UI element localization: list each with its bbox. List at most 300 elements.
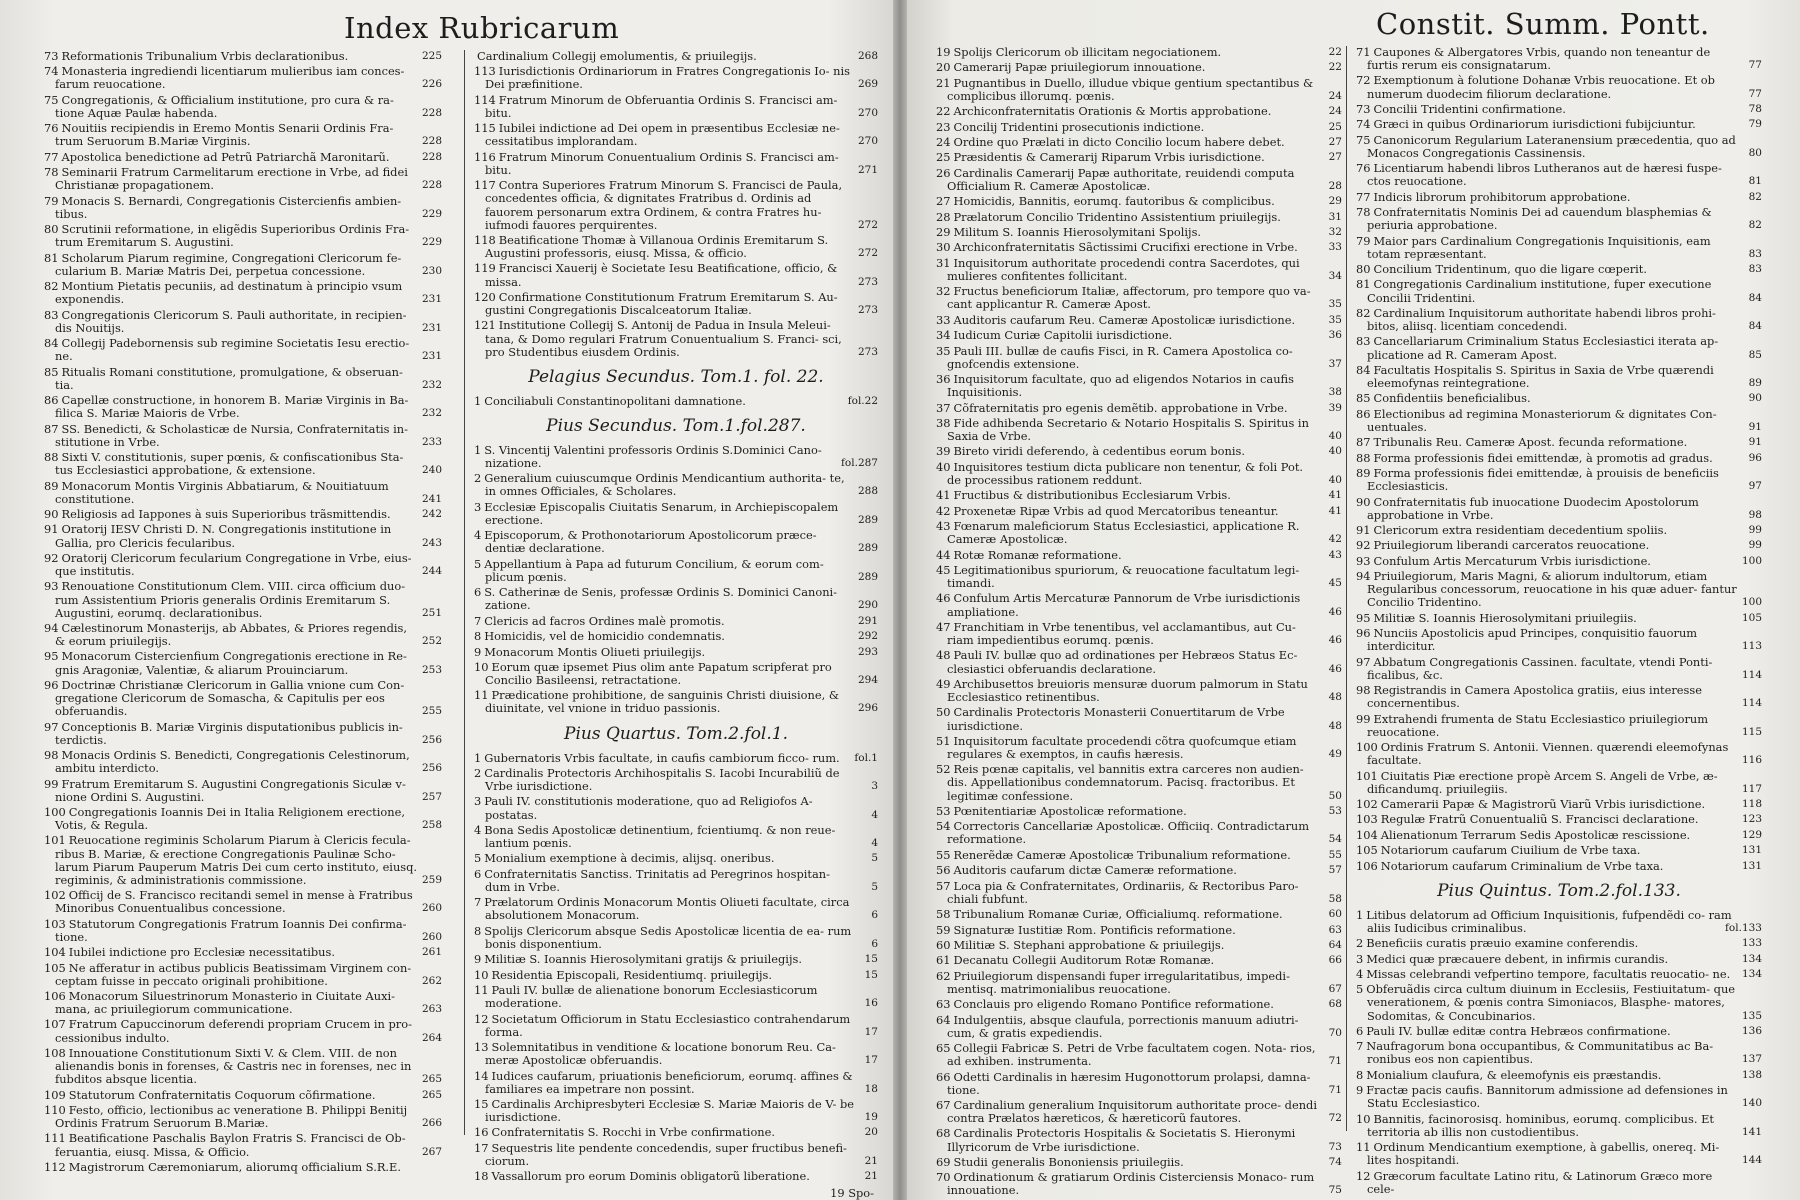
folio-number: 16: [864, 997, 878, 1010]
index-entry: [474, 1126, 878, 1139]
folio-number: 115: [1741, 725, 1762, 738]
entry-text: Missas celebrandi vefpertino tempore, facultatis reuocatio- ne.: [1366, 967, 1731, 981]
entry-text: Cælestinorum Monasterijs, ab Abbates, & Priores regendis, & eorum priuilegijs.: [55, 620, 407, 649]
entry-text: Ordinationum & gratiarum Ordinis Cisterciensis Monaco- rum innouatione.: [947, 1170, 1315, 1198]
index-entry: [936, 345, 1342, 371]
index-entry: [1356, 335, 1762, 361]
entry-text: Societatum Officiorum in Statu Ecclesiastico contrahendarum forma.: [485, 1011, 851, 1039]
folio-number: 82: [1748, 190, 1762, 203]
index-entry: [474, 179, 878, 231]
entry-number: 78: [44, 165, 59, 180]
index-entry: [474, 984, 878, 1010]
entry-number: 3: [474, 794, 482, 809]
entry-number: 103: [1356, 812, 1378, 827]
entry-number: 11: [474, 983, 489, 998]
folio-number: 27: [1328, 151, 1342, 164]
folio-number: 45: [1328, 577, 1342, 590]
entry-text: Canonicorum Regularium Lateranensium præcedentia, quo ad Monacos Congregationis Cassinensis.: [1367, 132, 1736, 160]
entry-text: SS. Benedicti, & Scholasticæ de Nursia, Confraternitatis in- stitutione in Vrbe.: [55, 421, 408, 449]
entry-number: 74: [44, 64, 59, 79]
folio-number: 293: [857, 645, 878, 658]
entry-text: Ciuitatis Piæ erectione propè Arcem S. Angeli de Vrbe, æ- dificandumq. priuilegiis.: [1367, 768, 1718, 796]
folio-number: 70: [1328, 1026, 1342, 1039]
index-entry: [1356, 909, 1762, 935]
index-entry: [1356, 570, 1762, 609]
entry-number: 93: [1356, 553, 1371, 568]
entry-number: 65: [936, 1041, 951, 1056]
entry-number: 9: [1356, 1083, 1364, 1098]
folio-number: 4: [871, 837, 878, 850]
index-entry: [474, 1070, 878, 1096]
entry-text: Capellæ constructione, in honorem B. Mariæ Virginis in Ba- filica S. Mariæ Maioris de Vrbe.: [55, 393, 409, 421]
index-entry: [44, 622, 442, 648]
index-entry: [936, 1171, 1342, 1197]
folio-number: 99: [1748, 524, 1762, 537]
entry-number: 107: [44, 1017, 66, 1032]
entry-number: 96: [44, 677, 59, 692]
entry-number: 80: [1356, 262, 1371, 277]
right-column-1: [936, 46, 1342, 1200]
entry-number: 95: [1356, 610, 1371, 625]
folio-number: 138: [1741, 1068, 1762, 1081]
entry-text: Auditoris caufarum dictæ Cameræ reformatione.: [953, 863, 1237, 878]
index-entry: [474, 824, 878, 850]
entry-number: 73: [44, 49, 59, 63]
entry-text: Correctoris Cancellariæ Apostolicæ. Officiiq. Contradictarum reformatione.: [947, 819, 1310, 847]
entry-text: Decanatu Collegii Auditorum Rotæ Romanæ.: [953, 953, 1215, 968]
entry-number: 101: [44, 833, 66, 848]
entry-number: 29: [936, 225, 951, 240]
entry-number: 88: [44, 450, 59, 465]
entry-text: Apostolica benedictione ad Petrũ Patriarchã Maronitarũ.: [61, 149, 390, 164]
entry-text: Clericorum extra residentiam decedentium spoliis.: [1373, 523, 1668, 538]
entry-number: 101: [1356, 768, 1378, 783]
entry-number: 13: [474, 1040, 489, 1055]
index-entry: [936, 970, 1342, 996]
index-entry: [1356, 983, 1762, 1022]
entry-text: Solemnitatibus in venditione & locatione bonorum Reu. Ca- meræ Apostolicæ obferuandis.: [485, 1040, 836, 1068]
index-entry: [474, 1013, 878, 1039]
index-entry: [474, 752, 878, 765]
entry-text: Montium Pietatis pecuniis, ad destinatum à principio vsum exponendis.: [55, 279, 403, 307]
folio-number: 228: [421, 150, 442, 163]
entry-number: 40: [936, 459, 951, 474]
entry-number: 94: [44, 620, 59, 635]
entry-text: Prælatorum Ordinis Monacorum Montis Oliueti facultate, circa absolutionem Monacorum.: [484, 895, 850, 923]
entry-number: 76: [1356, 161, 1371, 176]
entry-text: Seminarii Fratrum Carmelitarum erectione in Vrbe, ad fidei Christianæ propagationem.: [55, 165, 408, 193]
entry-text: Magistrorum Cæremoniarum, aliorumq officialium S.R.E.: [68, 1159, 401, 1174]
index-entry: [44, 946, 442, 959]
folio-number: 20: [864, 1126, 878, 1139]
folio-number: 85: [1748, 348, 1762, 361]
index-entry: [474, 94, 878, 120]
index-entry: [936, 241, 1342, 254]
folio-number: 96: [1748, 451, 1762, 464]
right-column-2: [1356, 46, 1762, 1200]
entry-text: Conciliabuli Constantinopolitani damnatione.: [484, 393, 746, 408]
index-entry: [44, 778, 442, 804]
entry-number: 106: [1356, 858, 1378, 873]
index-entry: [44, 366, 442, 392]
entry-number: 99: [1356, 711, 1371, 726]
folio-number: 270: [857, 106, 878, 119]
entry-number: 21: [936, 75, 951, 90]
folio-number: 36: [1328, 329, 1342, 342]
entry-text: Camerarii Papæ & Magistrorũ Viarũ Vrbis iurisdictione.: [1380, 797, 1706, 812]
entry-text: Cardinalium Inquisitorum authoritate habendi libros prohi- bitos, aliisq. licentiam concedendi.: [1367, 305, 1716, 334]
index-entry: [936, 621, 1342, 647]
entry-number: 44: [936, 547, 951, 562]
index-entry: [936, 954, 1342, 967]
folio-number: 5: [871, 852, 878, 865]
folio-number: 75: [1328, 1184, 1342, 1197]
entry-text: Statutorum Confraternitatis Coquorum cõfirmatione.: [68, 1087, 376, 1102]
entry-text: Nunciis Apostolicis apud Principes, conquisitio fauorum interdicitur.: [1367, 626, 1698, 654]
entry-number: 7: [474, 613, 482, 628]
entry-number: 5: [474, 851, 482, 866]
entry-text: Collegij Padebornensis sub regimine Societatis Iesu erectio- ne.: [55, 336, 410, 364]
entry-text: Pœnitentiariæ Apostolicæ reformatione.: [953, 803, 1187, 818]
folio-number: 258: [421, 819, 442, 832]
folio-number: fol.22: [847, 394, 878, 407]
index-entry: [474, 262, 878, 288]
folio-number: 256: [421, 733, 442, 746]
entry-text: Registrandis in Camera Apostolica gratiis, eius interesse concernentibus.: [1367, 683, 1702, 711]
entry-text: Archibusettos breuioris mensuræ duorum palmorum in Statu Ecclesiastico retinentibus.: [947, 676, 1308, 705]
entry-number: 56: [936, 863, 951, 878]
entry-text: Ordinis Fratrum S. Antonii. Viennen. quærendi eleemofynas facultate.: [1367, 740, 1729, 768]
entry-number: 89: [44, 478, 59, 493]
index-entry: [474, 151, 878, 177]
index-entry: [936, 445, 1342, 458]
entry-number: 72: [1356, 73, 1371, 88]
folio-number: 31: [1328, 210, 1342, 223]
index-entry: [1356, 74, 1762, 100]
index-entry: [474, 586, 878, 612]
folio-number: 24: [1328, 89, 1342, 102]
index-entry: [936, 849, 1342, 862]
entry-text: Monacis S. Bernardi, Congregationis Cistercienfis ambien- tibus.: [55, 193, 402, 221]
index-entry: [1356, 436, 1762, 449]
entry-number: 19: [936, 45, 951, 59]
folio-number: 33: [1328, 241, 1342, 254]
folio-number: 264: [421, 1031, 442, 1044]
entry-text: Confraternitatis Nominis Dei ad cauendum blasphemias & periuria approbatione.: [1367, 205, 1712, 233]
entry-text: Collegii Fabricæ S. Petri de Vrbe facultatem cogen. Nota- rios, ad exhiben. instrumenta.: [947, 1041, 1316, 1069]
section-heading: Pius Quintus. Tom.2.fol.133.: [1437, 880, 1681, 901]
folio-number: 131: [1741, 859, 1762, 872]
entry-number: 5: [474, 556, 482, 571]
index-entry: [44, 580, 442, 619]
folio-number: 64: [1328, 938, 1342, 951]
entry-number: 83: [44, 307, 59, 322]
folio-number: 263: [421, 1003, 442, 1016]
folio-number: 288: [857, 485, 878, 498]
entry-text: Odetti Cardinalis in hæresim Hugonottorum prolapsi, damna- tione.: [947, 1069, 1311, 1097]
entry-text: Monialium claufura, & eleemofynis eis præstandis.: [1366, 1067, 1662, 1082]
entry-text: Loca pia & Confraternitates, Ordinariis, & Rectoribus Paro- chiali fubfunt.: [947, 878, 1299, 906]
entry-number: 116: [474, 149, 496, 164]
entry-text: Officij de S. Francisco recitandi semel in mense à Fratribus Minoribus Conuentualibus concessione.: [55, 888, 413, 916]
folio-number: 41: [1328, 504, 1342, 517]
folio-number: 72: [1328, 1112, 1342, 1125]
folio-number: 134: [1741, 968, 1762, 980]
index-entry: [936, 257, 1342, 283]
entry-number: 75: [44, 92, 59, 107]
folio-number: 18: [864, 1082, 878, 1095]
folio-number: 84: [1748, 320, 1762, 333]
entry-number: 79: [44, 193, 59, 208]
folio-number: 113: [1741, 640, 1762, 653]
folio-number: fol.287: [841, 456, 878, 469]
left-columns: [44, 50, 878, 1200]
entry-number: 58: [936, 907, 951, 922]
entry-number: 98: [1356, 683, 1371, 698]
folio-number: 50: [1328, 789, 1342, 802]
entry-number: 86: [1356, 406, 1371, 421]
folio-number: 243: [421, 536, 442, 549]
entry-number: 26: [936, 165, 951, 180]
entry-number: 113: [474, 64, 496, 79]
folio-number: 136: [1741, 1024, 1762, 1037]
folio-number: 42: [1328, 533, 1342, 546]
index-entry: [44, 223, 442, 249]
entry-number: 2: [474, 765, 482, 780]
left-column-1: [44, 50, 442, 1200]
entry-text: Ritualis Romani constitutione, promulgatione, & obseruan- tia.: [55, 364, 403, 392]
entry-number: 63: [936, 997, 951, 1012]
entry-text: Doctrinæ Christianæ Clericorum in Gallia vnione cum Con- gregatione Clericorum de Somascha, & Capitulis per eos obferuandis.: [55, 677, 405, 719]
index-entry: [936, 77, 1342, 103]
entry-number: 85: [44, 364, 59, 379]
folio-number: 230: [421, 264, 442, 277]
entry-text: Fratrum Minorum Conuentualium Ordinis S. Francisci am- bitu.: [485, 149, 839, 177]
entry-number: 84: [44, 336, 59, 351]
entry-text: Cardinalium Collegij emolumentis, & priuilegijs.: [477, 49, 757, 63]
entry-text: Cõfraternitatis pro egenis demẽtib. approbatione in Vrbe.: [953, 400, 1288, 415]
entry-text: Innouatione Constitutionum Sixti V. & Clem. VIII. de non alienandis bonis in forenses, & Castris nec in forenses, nec in fubditos absque licentia.: [55, 1045, 412, 1087]
folio-number: 272: [857, 218, 878, 231]
entry-number: 89: [1356, 466, 1371, 481]
entry-number: 76: [44, 121, 59, 136]
folio-number: 28: [1328, 179, 1342, 192]
folio-number: 60: [1328, 908, 1342, 921]
index-entry: [1356, 555, 1762, 568]
entry-text: Institutione Collegij S. Antonij de Padua in Insula Meleui- tana, & Domo regulari Fratrum Conuentualium S. Franci- sci, pro Studentibus eiusdem Ordinis.: [485, 318, 842, 359]
entry-text: Festo, officio, lectionibus ac veneratione B. Philippi Benitij Ordinis Fratrum Seruorum B.Mariæ.: [55, 1102, 408, 1131]
index-entry: [1356, 134, 1762, 160]
folio-number: 291: [857, 614, 878, 627]
entry-number: 106: [44, 988, 66, 1003]
entry-text: Notariorum caufarum Criminalium de Vrbe taxa.: [1380, 858, 1664, 873]
index-entry: [936, 1156, 1342, 1169]
entry-text: Ecclesiæ Episcopalis Ciuitatis Senarum, in Archiepiscopalem erectione.: [484, 499, 839, 527]
entry-text: Fractæ pacis caufis. Bannitorum admissione ad defensiones in Statu Ecclesiastico.: [1366, 1083, 1728, 1111]
entry-text: Scholarum Piarum regimine, Congregationi Clericorum fe- cularium B. Mariæ Matris Dei, perpetua concessione.: [55, 250, 402, 278]
index-entry: [44, 806, 442, 832]
entry-text: Rotæ Romanæ reformatione.: [953, 547, 1122, 562]
index-entry: [474, 689, 878, 715]
entry-text: Oratorij IESV Christi D. N. Congregationis institutione in Gallia, pro Clericis fecularibus.: [55, 522, 392, 550]
entry-text: Reformationis Tribunalium Vrbis declarationibus.: [61, 49, 349, 63]
entry-number: 6: [474, 585, 482, 600]
entry-number: 35: [936, 343, 951, 358]
folio-number: 77: [1748, 87, 1762, 100]
entry-number: 22: [936, 104, 951, 119]
entry-text: Græci in quibus Ordinariorum iurisdictioni fubijciuntur.: [1373, 117, 1696, 132]
folio-number: 105: [1741, 611, 1762, 624]
entry-text: Renouatione Constitutionum Clem. VIII. circa officium duo- rum Assistentium Prioris generalis Ordinis Eremitarum S. Augustini, eorumq. declarationibus.: [55, 579, 406, 620]
folio-number: 97: [1748, 480, 1762, 493]
entry-text: Sequestris lite pendente concedendis, super fructibus benefi- ciorum.: [485, 1140, 847, 1168]
entry-number: 104: [1356, 827, 1378, 842]
entry-number: 92: [1356, 538, 1371, 553]
entry-number: 92: [44, 550, 59, 565]
entry-number: 96: [1356, 626, 1371, 641]
index-entry: [936, 489, 1342, 502]
folio-number: 225: [421, 50, 442, 62]
entry-text: Monacorum Cistercienfium Congregationis erectione in Re- gnis Aragoniæ, Valentiæ, & aliarum Prouinciarum.: [55, 649, 407, 677]
entry-number: 48: [936, 648, 951, 663]
entry-text: Præsidentis & Camerarij Riparum Vrbis iurisdictione.: [953, 150, 1265, 165]
entry-text: Ordinum Mendicantium exemptione, à gabellis, onereq. Mi- lites hospitandi.: [1367, 1140, 1720, 1168]
folio-number: 15: [864, 968, 878, 981]
entry-text: Spolijs Clericorum ob illicitam negociationem.: [953, 45, 1222, 59]
index-entry: [474, 896, 878, 922]
entry-number: 39: [936, 444, 951, 459]
index-entry: [1356, 1113, 1762, 1139]
index-entry: [474, 767, 878, 793]
index-entry: [936, 880, 1342, 906]
folio-number: 71: [1328, 1055, 1342, 1068]
index-entry: [1356, 408, 1762, 434]
folio-number: fol.133: [1725, 921, 1762, 934]
entry-text: Archiconfraternitatis Orationis & Mortis approbatione.: [953, 104, 1272, 119]
folio-number: 35: [1328, 313, 1342, 326]
entry-number: 88: [1356, 450, 1371, 465]
index-entry: [1356, 656, 1762, 682]
entry-number: 1: [474, 393, 482, 408]
entry-number: 33: [936, 312, 951, 327]
entry-number: 1: [474, 750, 482, 765]
index-entry: [936, 329, 1342, 342]
entry-number: 6: [474, 866, 482, 881]
index-entry: [44, 523, 442, 549]
entry-text: Signaturæ Iustitiæ Rom. Pontificis reformatione.: [953, 922, 1236, 937]
folio-number: 231: [421, 321, 442, 334]
folio-number: 289: [857, 513, 878, 526]
index-entry: [474, 472, 878, 498]
folio-number: 289: [857, 542, 878, 555]
entry-number: 111: [44, 1131, 66, 1146]
entry-number: 1: [1356, 907, 1364, 922]
folio-number: 99: [1748, 539, 1762, 552]
entry-text: Iudices caufarum, priuationis beneficiorum, eorumq. affines & familiares ea impetrare non possint.: [485, 1068, 853, 1096]
entry-number: 81: [44, 250, 59, 265]
folio-number: 240: [421, 464, 442, 477]
entry-number: 15: [474, 1096, 489, 1111]
folio-number: 255: [421, 705, 442, 718]
entry-number: 115: [474, 121, 496, 136]
folio-number: 114: [1741, 668, 1762, 681]
folio-number: 292: [857, 630, 878, 643]
index-entry: [474, 291, 878, 317]
folio-number: 289: [857, 570, 878, 583]
folio-number: 17: [864, 1025, 878, 1038]
entry-text: Priuilegiorum liberandi carceratos reuocatione.: [1373, 538, 1650, 553]
index-entry: [44, 1047, 442, 1086]
index-entry: [1356, 1170, 1762, 1196]
entry-text: Facultatis Hospitalis S. Spiritus in Saxia de Vrbe quærendi eleemofynas reintegratione.: [1367, 362, 1714, 391]
folio-number: 135: [1741, 1009, 1762, 1022]
folio-number: 290: [857, 599, 878, 612]
entry-list: [474, 752, 878, 1184]
entry-number: 10: [474, 967, 489, 982]
index-entry: [44, 252, 442, 278]
folio-number: 57: [1328, 864, 1342, 877]
entry-text: Auditoris caufarum Reu. Cameræ Apostolicæ iurisdictione.: [953, 312, 1296, 327]
folio-number: 261: [421, 946, 442, 959]
entry-number: 49: [936, 676, 951, 691]
folio-number: 257: [421, 790, 442, 803]
folio-number: 118: [1741, 798, 1762, 811]
entry-text: Reuocatione regiminis Scholarum Piarum à Clericis fecula- ribus B. Mariæ, & erectione Congregationis Paulinæ Scho- larum Piarum Pauperum Matris Dei cum certo instituto, eiusq. regiminis, & administrationis commissione.: [55, 833, 418, 887]
entry-text: Monacorum Siluestrinorum Monasterio in Ciuitate Auxi- mana, ac priuilegiorum communicatione.: [55, 988, 396, 1017]
entry-number: 74: [1356, 117, 1371, 132]
index-entry: [474, 395, 878, 408]
index-entry: [936, 195, 1342, 208]
folio-number: 40: [1328, 445, 1342, 458]
entry-text: Generalium cuiuscumque Ordinis Mendicantium authorita- te, in omnes Officiales, & Scholares.: [484, 471, 845, 499]
index-entry: [936, 373, 1342, 399]
index-entry: [474, 444, 878, 470]
folio-number: 84: [1748, 291, 1762, 304]
index-entry: [1356, 860, 1762, 873]
folio-number: 116: [1741, 754, 1762, 767]
entry-number: 110: [44, 1102, 66, 1117]
entry-number: 17: [474, 1140, 489, 1155]
index-entry: [936, 211, 1342, 224]
entry-number: 121: [474, 318, 496, 333]
folio-number: 137: [1741, 1053, 1762, 1066]
entry-text: Confraternitatis fub inuocatione Duodecim Apostolorum approbatione in Vrbe.: [1367, 494, 1699, 522]
entry-number: 38: [936, 415, 951, 430]
index-entry: [936, 678, 1342, 704]
entry-number: 67: [936, 1098, 951, 1112]
entry-number: 94: [1356, 569, 1371, 584]
entry-number: 82: [1356, 305, 1371, 320]
index-entry: [44, 1104, 442, 1130]
index-entry: [1356, 496, 1762, 522]
entry-text: Militum S. Ioannis Hierosolymitani Spolijs.: [953, 225, 1202, 240]
index-entry: [1356, 162, 1762, 188]
folio-number: 228: [421, 179, 442, 192]
folio-number: 6: [871, 909, 878, 922]
folio-number: 21: [864, 1170, 878, 1183]
entry-text: Militiæ S. Ioannis Hierosolymitani priuilegiis.: [1373, 610, 1637, 625]
entry-text: Concilium Tridentinum, quo die ligare cœperit.: [1373, 262, 1648, 277]
folio-number: 262: [421, 974, 442, 987]
entry-text: Clericis ad facros Ordines malè promotis.: [484, 613, 725, 628]
entry-number: 11: [1356, 1140, 1371, 1155]
folio-number: 228: [421, 135, 442, 148]
folio-number: 25: [1328, 120, 1342, 133]
entry-text: Iurisdictionis Ordinariorum in Fratres Congregationis Io- nis Dei præfinitione.: [485, 64, 850, 92]
folio-number: 229: [421, 207, 442, 220]
entry-text: Iubilei indictione ad Dei opem in præsentibus Ecclesiæ ne- cessitatibus implorandam.: [485, 121, 840, 149]
entry-text: Litibus delatorum ad Officium Inquisitionis, fufpendẽdi co- ram aliis Iudicibus criminalibus.: [1366, 907, 1732, 935]
